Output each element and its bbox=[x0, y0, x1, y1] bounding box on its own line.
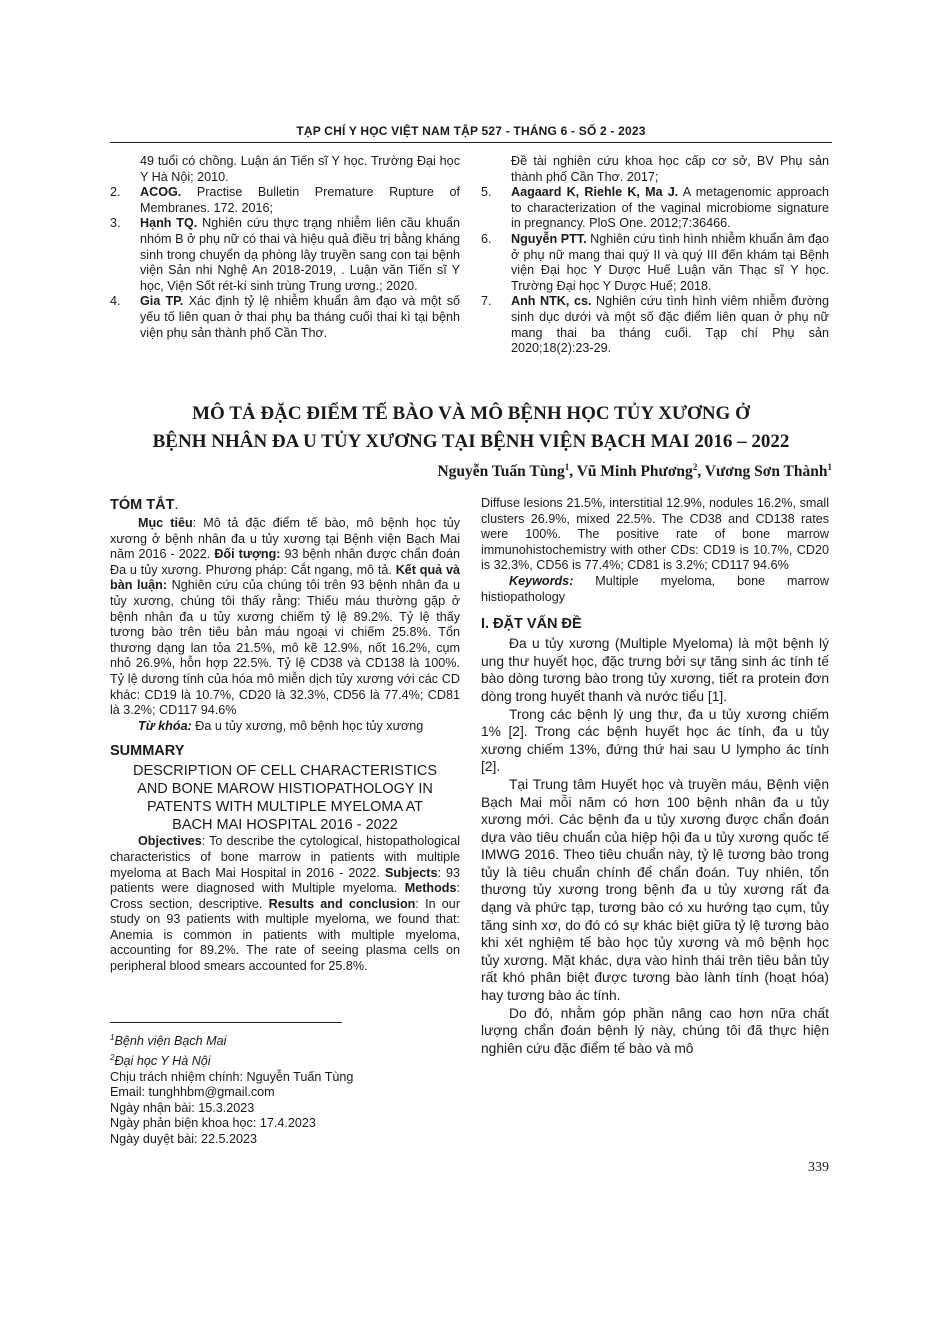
author-name: Vương Sơn Thành bbox=[704, 463, 828, 481]
reference-item: 4. Gia TP. Xác định tỷ lệ nhiễm khuẩn âm đạo và một số yếu tố liên quan ở thai phụ ba tháng cuối thai kì tại bệnh viện phụ sản thành phố Cần Thơ. bbox=[110, 294, 460, 340]
date-received: Ngày nhận bài: 15.3.2023 bbox=[110, 1100, 255, 1115]
author-name: Nguyễn Tuấn Tùng bbox=[437, 463, 565, 481]
footnotes bbox=[110, 1030, 460, 1148]
summary-text-continued: Diffuse lesions 21.5%, interstitial 12.9%, nodules 16.2%, small clusters 26.9%, mixed 22.5%. The CD38 and CD138 rates were 100%. The positive rate of bone marrow immunohistochemistry with other CDs: CD19 is 10.7%, CD20 is 32.3%, CD56 is 77.4%; CD81 is 3.2%; CD117 94.6% bbox=[481, 496, 829, 573]
page-number: 339 bbox=[808, 1160, 829, 1175]
abstract-keywords: Từ khóa: Đa u tủy xương, mô bệnh học tủy xương bbox=[138, 718, 424, 733]
reference-item: 2. ACOG. Practise Bulletin Premature Rupture of Membranes. 172. 2016; bbox=[110, 185, 460, 215]
reference-item: 3. Hạnh TQ. Nghiên cứu thực trạng nhiễm liên cầu khuẩn nhóm B ở phụ nữ có thai và hiệu quả điều trị bằng kháng sinh trong chuyển dạ phòng lây truyền sang con tại bệnh viện Sản nhi Nghệ An 2018-2019, . Luận văn Tiến sĩ Y học, Viện Sốt rét-kí sinh trùng Trung ương.; 2020. bbox=[110, 216, 460, 293]
author-affiliation: 1 bbox=[564, 462, 570, 472]
article-title-line-1: MÔ TẢ ĐẶC ĐIỂM TẾ BÀO VÀ MÔ BỆNH HỌC TỦY XƯƠNG Ở bbox=[192, 403, 750, 424]
abstract-text: Mục tiêu: Mô tả đặc điểm tế bào, mô bệnh học tủy xương ở bệnh nhân đa u tủy xương tại Bệnh viện Bạch Mai năm 2016 - 2022. Đối tượng: 93 bệnh nhân được chẩn đoán Đa u tủy xương. Phương pháp: Cắt ngang, mô tả. Kết quả và bàn luận: Nghiên cứu của chúng tôi trên 93 bệnh nhân đa u tủy xương, chúng tôi thấy rằng: Thiếu máu thường gặp ở bệnh nhân đa u tủy xương chiếm tỷ lệ 89.2%. Tỷ lệ thấy tương bào trên tiêu bản máu ngoại vi chiếm 25.8%. Tổn thương dạng lan tỏa 21.5%, mô kẽ 12.9%, nốt 16.2%, cụm nhỏ 26.9%, hỗn hợp 22.5%. Tỷ lệ CD38 và CD138 là 100%. Tỷ lệ dương tính của hóa mô miễn dịch tủy xương với các CD khác: CD19 là 10.7%, CD20 là 32.3%, CD56 là 77.4%; CD81 là 3.2%; CD117 94.6% bbox=[110, 516, 460, 718]
reference-item: Đề tài nghiên cứu khoa học cấp cơ sở, BV Phụ sản thành phố Cần Thơ. 2017; bbox=[511, 154, 829, 184]
author-name: Vũ Minh Phương bbox=[576, 463, 693, 481]
date-accepted: Ngày duyệt bài: 22.5.2023 bbox=[110, 1131, 258, 1146]
left-column bbox=[110, 496, 460, 975]
intro-paragraph: Do đó, nhằm góp phần nâng cao hơn nữa chất lượng chẩn đoán bệnh lý này, chúng tôi đã thực hiện nghiên cứu đặc điểm tế bào và mô bbox=[481, 1005, 829, 1056]
reference-item: 5. Aagaard K, Riehle K, Ma J. A metagenomic approach to characterization of the vaginal microbiome signature in pregnancy. PloS One. 2012;7:36466. bbox=[481, 185, 829, 231]
author-affiliation: 2 bbox=[692, 462, 698, 472]
header-rule bbox=[110, 142, 832, 143]
article-title-line-2: BỆNH NHÂN ĐA U TỦY XƯƠNG TẠI BỆNH VIỆN BẠCH MAI 2016 – 2022 bbox=[152, 431, 790, 452]
reference-item: 6. Nguyễn PTT. Nghiên cứu tình hình nhiễm khuẩn âm đạo ở phụ nữ mang thai quý II và quý III đến khám tại Bệnh viện Đại học Y Dược Huế Luận văn Thạc sĩ Y học. Trường Đại học Y Dược Huế; 2018. bbox=[481, 231, 829, 293]
abstract-heading: TÓM TẮT. bbox=[110, 497, 179, 513]
corresponding-author: Chịu trách nhiệm chính: Nguyễn Tuấn Tùng bbox=[110, 1069, 354, 1084]
summary-text: Objectives: To describe the cytological, histopathological characteristics of bone marrow in patients with multiple myeloma at Bach Mai Hospital in 2016 - 2022. Subjects: 93 patients were diagnosed with Multiple myeloma. Methods: Cross section, descriptive. Results and conclusion: In our study on 93 patients with multiple myeloma, we found that: Anemia is common in patients with multiple myeloma, accounting for 89.2%. The rate of seeing plasma cells on peripheral blood smears accounted for 25.8%. bbox=[110, 834, 461, 974]
intro-heading: I. ĐẶT VẤN ĐỀ bbox=[481, 616, 582, 633]
affiliation-1: $^1$Bệnh viện Bạch Mai bbox=[110, 1033, 227, 1049]
summary-heading: SUMMARY bbox=[110, 743, 185, 760]
footnote-rule bbox=[110, 1022, 342, 1023]
reference-item: 7. Anh NTK, cs. Nghiên cứu tình hình viêm nhiễm đường sinh dục dưới và một số đặc điểm liên quan ở phụ nữ mang thai ba tháng cuối. Tạp chí Phụ sản 2020;18(2):23-29. bbox=[481, 294, 829, 356]
references-right bbox=[481, 154, 829, 357]
affiliation-2: $^2$Đại học Y Hà Nội bbox=[110, 1052, 211, 1068]
article-title bbox=[110, 400, 832, 456]
summary-keywords: Keywords: Multiple myeloma, bone marrow histiopathology bbox=[481, 573, 829, 604]
summary-title: DESCRIPTION OF CELL CHARACTERISTICS AND BONE MAROW HISTIOPATHOLOGY IN PATENTS WITH MULTIPLE MYELOMA AT BACH MAI HOSPITAL 2016 - 2022 bbox=[132, 763, 437, 834]
date-reviewed: Ngày phản biện khoa học: 17.4.2023 bbox=[110, 1116, 316, 1131]
email: Email: tunghhbm@gmail.com bbox=[110, 1085, 275, 1100]
journal-header: TẠP CHÍ Y HỌC VIỆT NAM TẬP 527 - THÁNG 6 - SỐ 2 - 2023 bbox=[296, 124, 646, 138]
intro-paragraph: Đa u tủy xương (Multiple Myeloma) là một bệnh lý ung thư huyết học, đặc trưng bởi sự tăng sinh ác tính tế bào dòng tương bào trong tủy xương, tiết ra protein đơn dòng trong huyết thanh và nước tiểu [1]. bbox=[481, 636, 829, 704]
references-left bbox=[110, 154, 460, 341]
intro-paragraph: Trong các bệnh lý ung thư, đa u tủy xương chiếm 1% [2]. Trong các bệnh huyết học ác tính, đa u tủy xương chiếm 13%, đứng thứ hai sau U lympho ác tính [2]. bbox=[481, 706, 829, 775]
author-affiliation: 1 bbox=[827, 462, 832, 472]
right-column bbox=[481, 496, 829, 1057]
author-list: Nguyễn Tuấn Tùng$^1$, Vũ Minh Phương$^2$, Vương Sơn Thành$^1$ bbox=[437, 462, 832, 481]
intro-paragraph: Tại Trung tâm Huyết học và truyền máu, Bệnh viện Bạch Mai mỗi năm có hơn 100 bệnh nhân đa u tủy xương mới. Các bệnh đa u tủy xương được chẩn đoán dựa vào tiêu chuẩn của hiệp hội đa u tủy xương quốc tế IMWG 2016. Theo tiêu chuẩn này, tỷ lệ tương bào trong tủy là tiêu chuẩn chính để chẩn đoán. Tuy nhiên, tổn thương tủy xương trong bệnh đa u tủy xương rất đa dạng và phức tạp, tương bào có xu hướng tạo cụm, tủy tăng sinh xơ, do đó có sự khác biệt giữa tỷ lệ tương bào khi xét nghiệm tế bào học tủy xương và mô bệnh học tủy xương. Mặt khác, dựa vào hình thái trên tiêu bản tủy rất khó phân biệt được tương bào lành tính (hoạt hóa) hay tương bào ác tính. bbox=[481, 776, 829, 1004]
reference-item: 49 tuổi có chồng. Luận án Tiến sĩ Y học. Trường Đại học Y Hà Nội; 2010. bbox=[140, 154, 460, 184]
